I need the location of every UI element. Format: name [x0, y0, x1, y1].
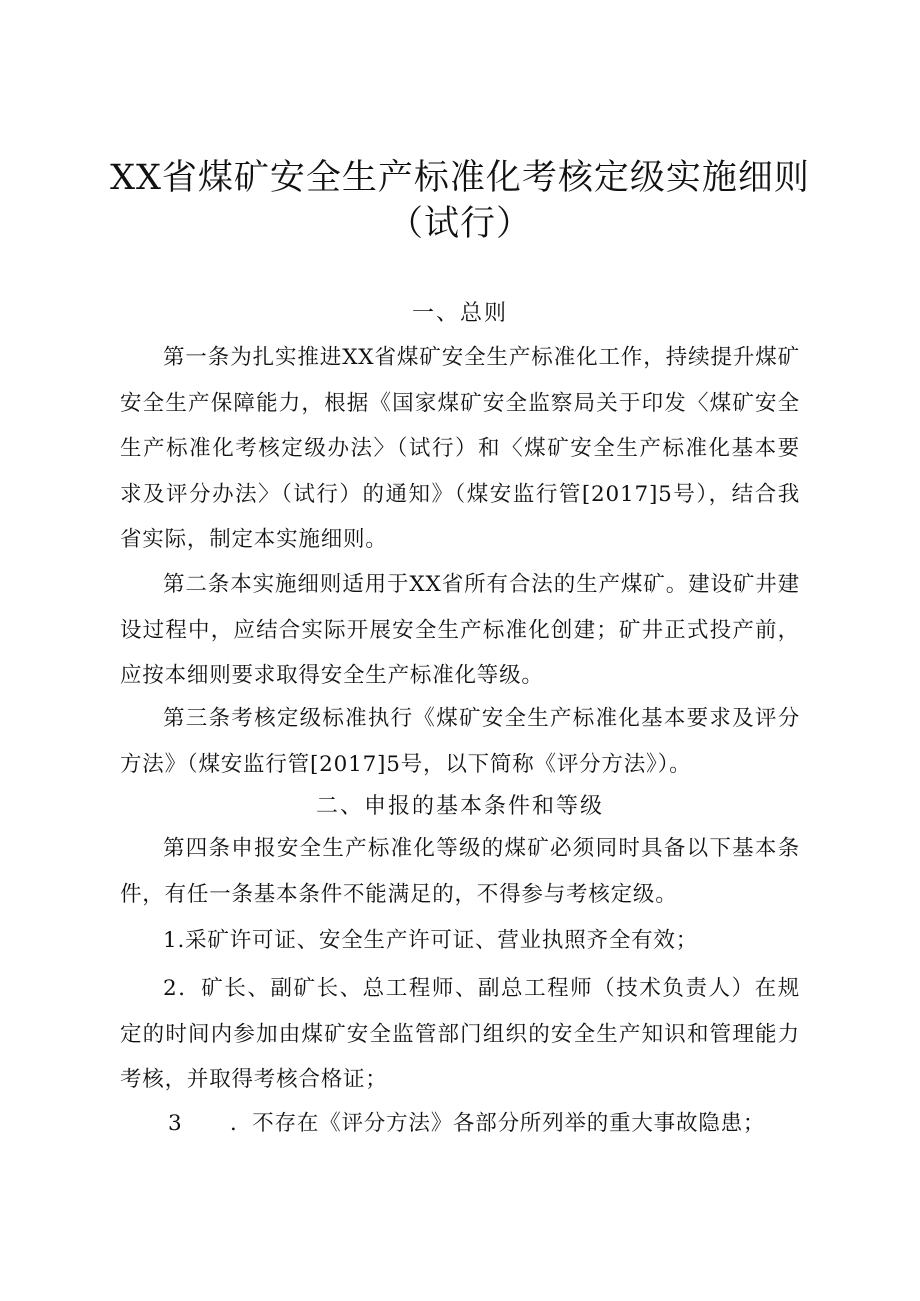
- condition-item-1: 1.采矿许可证、安全生产许可证、营业执照齐全有效；: [163, 928, 699, 953]
- article-2: 第二条本实施细则适用于XX省所有合法的生产煤矿。建设矿井建设过程中，应结合实际开展安全生产标准化创建；矿井正式投产前，应按本细则要求取得安全生产标准化等级。: [120, 572, 800, 689]
- condition-item-3: [120, 1101, 800, 1147]
- condition-item-3-number: 3: [168, 1111, 183, 1136]
- section-heading-general: 一、总则: [411, 301, 508, 326]
- article-4: 第四条申报安全生产标准化等级的煤矿必须同时具备以下基本条件，有任一条基本条件不能满足的，不得参与考核定级。: [120, 836, 800, 907]
- article-1: 第一条为扎实推进XX省煤矿安全生产标准化工作，持续提升煤矿安全生产保障能力，根据《国家煤矿安全监察局关于印发〈煤矿安全生产标准化考核定级办法〉（试行）和〈煤矿安全生产标准化基本要求及评分办法〉（试行）的通知》（煤安监行管[2017]5号），结合我省实际，制定本实施细则。: [120, 345, 800, 553]
- document-title: XX省煤矿安全生产标准化考核定级实施细则: [110, 158, 810, 198]
- section-heading-conditions: 二、申报的基本条件和等级: [315, 794, 604, 819]
- document-subtitle: （试行）: [387, 204, 532, 244]
- article-3: 第三条考核定级标准执行《煤矿安全生产标准化基本要求及评分方法》（煤安监行管[2017]5号，以下简称《评分方法》）。: [120, 706, 800, 777]
- condition-item-3-text: ．不存在《评分方法》各部分所列举的重大事故隐患；: [230, 1111, 766, 1136]
- condition-item-2: 2．矿长、副矿长、总工程师、副总工程师（技术负责人）在规定的时间内参加由煤矿安全监管部门组织的安全生产知识和管理能力考核，并取得考核合格证；: [120, 976, 800, 1093]
